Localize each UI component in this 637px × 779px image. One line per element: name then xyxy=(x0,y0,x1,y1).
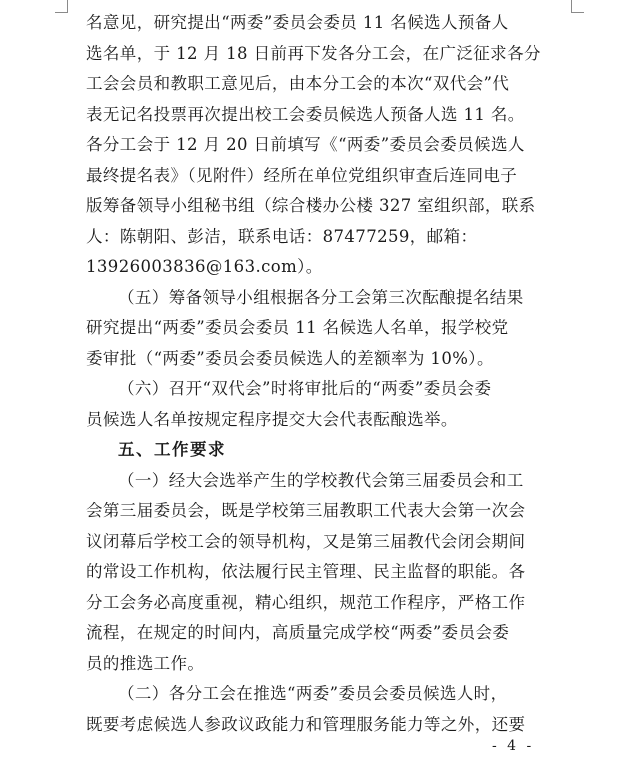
text-line: 人：陈朝阳、彭洁，联系电话：87477259，邮箱： xyxy=(86,226,478,246)
document-body xyxy=(86,8,556,740)
text-line: 13926003836@163.com）。 xyxy=(86,257,323,276)
text-line: 委审批（“两委”委员会委员候选人的差额率为 10%）。 xyxy=(86,348,494,368)
text-line: 既要考虑候选人参政议政能力和管理服务能力等之外，还要 xyxy=(86,714,526,734)
crop-mark-top-right xyxy=(571,0,584,13)
text-line: 表无记名投票再次提出校工会委员候选人预备人选 11 名。 xyxy=(86,104,525,124)
crop-mark-top-left xyxy=(55,0,68,13)
paragraph-five-start: （五）筹备领导小组根据各分工会第三次酝酿提名结果 xyxy=(118,287,524,307)
text-line: 员候选人名单按规定程序提交大会代表酝酿选举。 xyxy=(86,409,458,429)
text-line: 议闭幕后学校工会的领导机构，又是第三届教代会闭会期间 xyxy=(86,531,526,551)
page-number: - 4 - xyxy=(492,738,535,754)
paragraph-six-start: （六）召开“双代会”时将审批后的“两委”委员会委 xyxy=(118,379,492,398)
paragraph-two-start: （二）各分工会在推选“两委”委员会委员候选人时， xyxy=(118,684,508,703)
paragraph-one-start: （一）经大会选举产生的学校教代会第三届委员会和工 xyxy=(118,470,524,490)
text-line: 研究提出“两委”委员会委员 11 名候选人名单，报学校党 xyxy=(86,318,509,337)
text-line: 的常设工作机构，依法履行民主管理、民主监督的职能。各 xyxy=(86,562,526,581)
text-line: 选名单，于 12 月 18 日前再下发各分工会，在广泛征求各分 xyxy=(86,43,541,63)
text-line: 最终提名表》（见附件）经所在单位党组织审查后连同电子 xyxy=(86,165,518,185)
section-heading: 五、工作要求 xyxy=(118,440,226,459)
text-line: 版筹备领导小组秘书组（综合楼办公楼 327 室组织部，联系 xyxy=(86,196,536,215)
text-line: 名意见，研究提出“两委”委员会委员 11 名候选人预备人 xyxy=(86,13,509,32)
text-line: 各分工会于 12 月 20 日前填写《“两委”委员会委员候选人 xyxy=(86,135,525,154)
text-line: 工会会员和教职工意见后，由本分工会的本次“双代会”代 xyxy=(86,74,510,93)
text-line: 分工会务必高度重视，精心组织，规范工作程序，严格工作 xyxy=(86,592,526,612)
text-line: 会第三届委员会，既是学校第三届教职工代表大会第一次会 xyxy=(86,501,526,520)
text-line: 流程，在规定的时间内，高质量完成学校“两委”委员会委 xyxy=(86,623,510,642)
text-line: 员的推选工作。 xyxy=(86,653,205,673)
